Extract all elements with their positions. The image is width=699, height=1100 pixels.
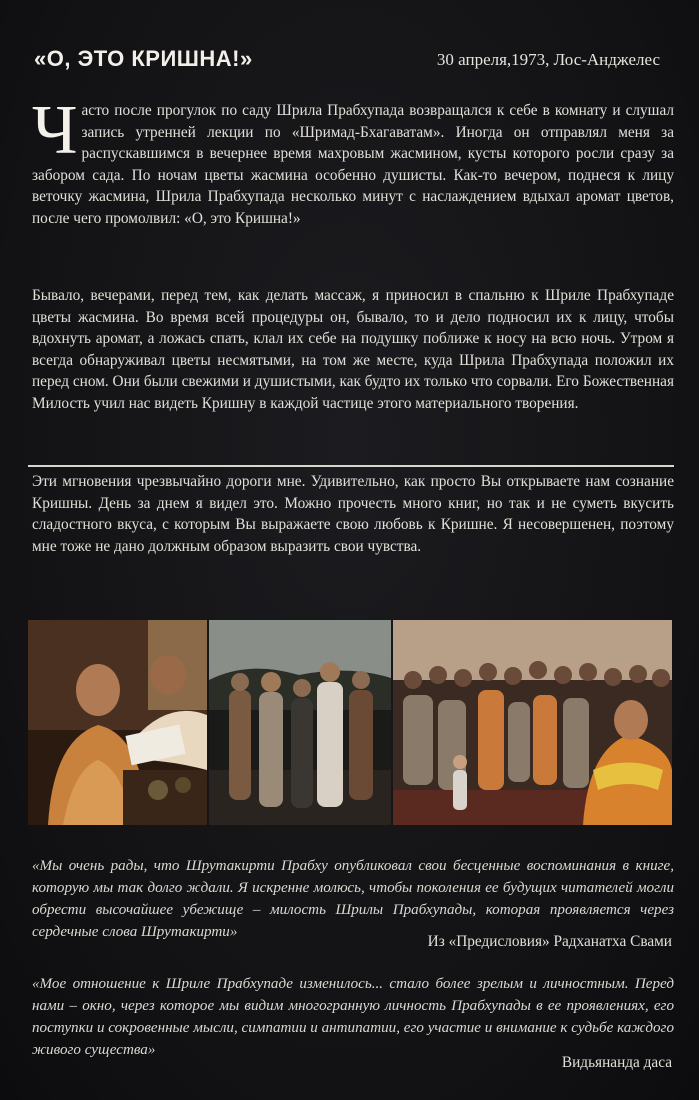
chapter-title: «О, ЭТО КРИШНА!»: [34, 46, 253, 71]
cover-header: [34, 46, 666, 80]
testimonial-quote-2: «Мое отношение к Шриле Прабхупаде изменилось... стало более зрелым и личностным. Перед нами – окно, через которое мы видим многогранную личность Прабхупады в ее проявлениях, его поступки и сокровенные мысли, симпатии и антипатии, его участие и внимание к судьбе каждого живого существа»: [32, 976, 674, 1058]
story-paragraph-1: [32, 92, 674, 230]
photo-walking-group: [209, 620, 391, 825]
drop-cap: Ч: [32, 92, 78, 169]
story-paragraph-3: Эти мгновения чрезвычайно дороги мне. Удивительно, как просто Вы открываете нам сознание Кришны. День за днем я видел это. Можно прочесть много книг, но так и не суметь вкусить сладостного вкуса, с которым Вы выражаете свою любовь к Кришне. Я несовершенен, поэтому мне тоже не дано должным образом выразить свои чувства.: [32, 473, 674, 555]
testimonial-attribution-1: Из «Предисловия» Радханатха Свами: [427, 933, 672, 950]
photo-kirtan-crowd: [393, 620, 672, 825]
section-divider: [28, 465, 674, 467]
story-paragraph-2: Бывало, вечерами, перед тем, как делать массаж, я приносил в спальню к Шриле Прабхупаде цветы жасмина. Во время всей процедуры он, бывало, то и дело подносил их к лицу, чтобы вдохнуть аромат, а ложась спать, клал их себе на подушку поближе к носу на всю ночь. Утром я всегда обнаруживал цветы несмятыми, на том же месте, куда Шрила Прабхупада положил их перед сном. Они были свежими и душистыми, как будто их только что сорвали. Его Божественная Милость учил нас видеть Кришну в каждой частице этого материального творения.: [32, 287, 674, 412]
photo-strip: [28, 620, 672, 825]
testimonial-attribution-2: Видьянанда даса: [561, 1054, 672, 1071]
photo-reading: [28, 620, 207, 825]
story-paragraph-1-text: асто после прогулок по саду Шрила Прабхупада возвращался к себе в комнату и слушал запись утренней лекции по «Шримад-Бхагаватам». Иногда он отправлял меня за распускавшимся в вечернее время махровым жасмином, кусты которого росли сразу за забором сада. По ночам цветы жасмина особенно душисты. Как-то вечером, поднеся к лицу веточку жасмина, Шрила Прабхупада несколько минут с наслаждением вдыхал аромат цветов, после чего промолвил: «О, это Кришна!»: [32, 102, 674, 227]
testimonial-quote-1: «Мы очень рады, что Шрутакирти Прабху опубликовал свои бесценные воспоминания в книге, которую мы так долго ждали. Я искренне молюсь, чтобы поколения ее будущих читателей могли обрести высочайшее убежище – милость Шрилы Прабхупады, которая проявляется через сердечные слова Шрутакирти»: [32, 858, 674, 940]
dateline: 30 апреля,1973, Лос-Анджелес: [436, 50, 660, 69]
